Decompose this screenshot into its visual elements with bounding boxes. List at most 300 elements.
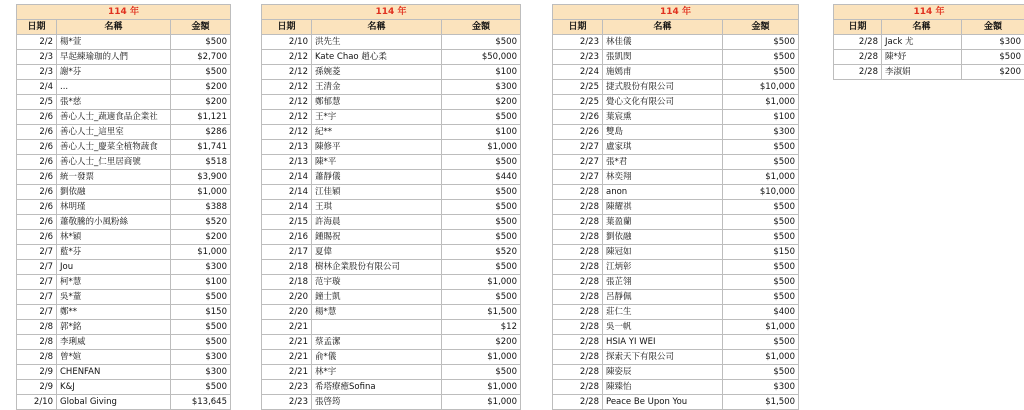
donation-row bbox=[553, 65, 799, 80]
donor-name: 希塔療癒Sofina bbox=[312, 380, 442, 395]
donation-row bbox=[262, 395, 521, 410]
donation-row bbox=[262, 305, 521, 320]
donation-amount: $500 bbox=[442, 365, 521, 380]
donor-name: 林*宇 bbox=[312, 365, 442, 380]
donation-date: 2/6 bbox=[17, 185, 57, 200]
donation-row bbox=[17, 185, 231, 200]
donation-table-3 bbox=[552, 4, 799, 410]
donation-amount: $1,121 bbox=[171, 110, 231, 125]
donation-date: 2/28 bbox=[553, 350, 603, 365]
donation-row bbox=[553, 110, 799, 125]
donation-amount: $300 bbox=[723, 125, 799, 140]
donation-amount: $1,000 bbox=[442, 140, 521, 155]
donation-row bbox=[262, 260, 521, 275]
donation-amount: $1,741 bbox=[171, 140, 231, 155]
donor-name: 許海晨 bbox=[312, 215, 442, 230]
year-title: 114 年 bbox=[262, 5, 521, 20]
column-header-row bbox=[553, 20, 799, 35]
donation-amount: $100 bbox=[442, 65, 521, 80]
donation-row bbox=[17, 380, 231, 395]
donation-amount: $500 bbox=[723, 140, 799, 155]
donation-date: 2/26 bbox=[553, 125, 603, 140]
donation-amount: $500 bbox=[442, 230, 521, 245]
donation-row bbox=[553, 155, 799, 170]
name-column-header: 名稱 bbox=[882, 20, 962, 35]
donor-name: 蕭靜儀 bbox=[312, 170, 442, 185]
donation-amount: $500 bbox=[442, 185, 521, 200]
donation-date: 2/28 bbox=[553, 215, 603, 230]
donation-row bbox=[17, 305, 231, 320]
donation-amount: $500 bbox=[442, 155, 521, 170]
donation-row bbox=[553, 95, 799, 110]
donation-row bbox=[553, 335, 799, 350]
donor-name: 劉依融 bbox=[603, 230, 723, 245]
donor-name: 雙島 bbox=[603, 125, 723, 140]
donor-name: 曾*媗 bbox=[57, 350, 171, 365]
donation-row bbox=[553, 350, 799, 365]
donation-date: 2/6 bbox=[17, 200, 57, 215]
donation-row bbox=[834, 65, 1024, 80]
column-header-row bbox=[17, 20, 231, 35]
donation-row bbox=[17, 140, 231, 155]
donation-row bbox=[17, 290, 231, 305]
donation-row bbox=[17, 260, 231, 275]
year-header-row bbox=[834, 5, 1024, 20]
donor-name: 藍*芬 bbox=[57, 245, 171, 260]
name-column-header: 名稱 bbox=[57, 20, 171, 35]
donation-date: 2/6 bbox=[17, 230, 57, 245]
donation-amount: $518 bbox=[171, 155, 231, 170]
donation-row bbox=[17, 125, 231, 140]
donor-name: 洪先生 bbox=[312, 35, 442, 50]
donation-row bbox=[553, 260, 799, 275]
amount-column-header: 金額 bbox=[171, 20, 231, 35]
date-column-header: 日期 bbox=[834, 20, 882, 35]
donation-date: 2/5 bbox=[17, 95, 57, 110]
donation-amount: $300 bbox=[171, 365, 231, 380]
donation-amount: $500 bbox=[723, 365, 799, 380]
donation-date: 2/28 bbox=[553, 335, 603, 350]
donation-date: 2/28 bbox=[553, 185, 603, 200]
donation-row bbox=[17, 95, 231, 110]
donation-amount: $1,000 bbox=[171, 185, 231, 200]
donation-date: 2/27 bbox=[553, 140, 603, 155]
donation-row bbox=[17, 50, 231, 65]
donation-amount: $520 bbox=[442, 245, 521, 260]
donor-name: 孫婉菱 bbox=[312, 65, 442, 80]
donation-amount: $200 bbox=[171, 95, 231, 110]
donation-amount: $500 bbox=[442, 35, 521, 50]
donor-name: 王清金 bbox=[312, 80, 442, 95]
donation-date: 2/7 bbox=[17, 275, 57, 290]
donor-name: ... bbox=[57, 80, 171, 95]
donation-row bbox=[262, 230, 521, 245]
donation-amount: $1,000 bbox=[442, 275, 521, 290]
donation-amount: $440 bbox=[442, 170, 521, 185]
donation-row bbox=[834, 35, 1024, 50]
donation-amount: $500 bbox=[442, 200, 521, 215]
donor-name: 葉宸熏 bbox=[603, 110, 723, 125]
donation-row bbox=[834, 50, 1024, 65]
donor-name: 俞*儀 bbox=[312, 350, 442, 365]
donor-name: 呂靜佩 bbox=[603, 290, 723, 305]
donation-date: 2/12 bbox=[262, 50, 312, 65]
donor-name: 陳姿辰 bbox=[603, 365, 723, 380]
donation-row bbox=[553, 200, 799, 215]
donation-date: 2/23 bbox=[553, 50, 603, 65]
donation-amount: $500 bbox=[442, 110, 521, 125]
donation-date: 2/26 bbox=[553, 110, 603, 125]
donation-row bbox=[262, 245, 521, 260]
donor-name: 葉盈蘭 bbox=[603, 215, 723, 230]
donation-date: 2/25 bbox=[553, 80, 603, 95]
donation-date: 2/17 bbox=[262, 245, 312, 260]
donation-amount: $500 bbox=[171, 380, 231, 395]
donation-amount: $500 bbox=[171, 320, 231, 335]
donor-name: 楊*慧 bbox=[312, 305, 442, 320]
donation-row bbox=[262, 185, 521, 200]
donation-date: 2/21 bbox=[262, 320, 312, 335]
donation-row bbox=[262, 200, 521, 215]
donation-row bbox=[17, 275, 231, 290]
date-column-header: 日期 bbox=[17, 20, 57, 35]
donation-date: 2/28 bbox=[553, 290, 603, 305]
donation-row bbox=[17, 320, 231, 335]
donor-name: 捷式股份有限公司 bbox=[603, 80, 723, 95]
date-column-header: 日期 bbox=[553, 20, 603, 35]
donation-row bbox=[262, 80, 521, 95]
donation-row bbox=[553, 125, 799, 140]
donation-row bbox=[553, 215, 799, 230]
donation-row bbox=[553, 275, 799, 290]
donation-amount: $300 bbox=[962, 35, 1024, 50]
donor-name: 善心人士_慶菜全植物蔬食 bbox=[57, 140, 171, 155]
donation-row bbox=[262, 50, 521, 65]
donation-amount: $100 bbox=[171, 275, 231, 290]
donor-name: 陳*妤 bbox=[882, 50, 962, 65]
donation-amount: $500 bbox=[723, 65, 799, 80]
year-title: 114 年 bbox=[834, 5, 1024, 20]
donor-name: 李淑娟 bbox=[882, 65, 962, 80]
amount-column-header: 金額 bbox=[962, 20, 1024, 35]
donation-date: 2/12 bbox=[262, 65, 312, 80]
donation-amount: $388 bbox=[171, 200, 231, 215]
donation-row bbox=[262, 350, 521, 365]
year-title: 114 年 bbox=[553, 5, 799, 20]
donation-date: 2/4 bbox=[17, 80, 57, 95]
donor-name bbox=[312, 320, 442, 335]
donation-date: 2/12 bbox=[262, 110, 312, 125]
donation-date: 2/28 bbox=[834, 35, 882, 50]
donor-name: 謝*芬 bbox=[57, 65, 171, 80]
donation-amount: $200 bbox=[171, 230, 231, 245]
donor-name: 林明瑾 bbox=[57, 200, 171, 215]
donation-date: 2/20 bbox=[262, 305, 312, 320]
donor-name: Global Giving bbox=[57, 395, 171, 410]
donation-date: 2/2 bbox=[17, 35, 57, 50]
donation-amount: $1,000 bbox=[442, 395, 521, 410]
donation-date: 2/8 bbox=[17, 320, 57, 335]
donation-date: 2/8 bbox=[17, 335, 57, 350]
donation-row bbox=[262, 65, 521, 80]
donation-date: 2/13 bbox=[262, 155, 312, 170]
donation-row bbox=[553, 35, 799, 50]
donation-row bbox=[17, 215, 231, 230]
donation-date: 2/28 bbox=[553, 200, 603, 215]
donor-name: 陳*平 bbox=[312, 155, 442, 170]
donation-date: 2/12 bbox=[262, 95, 312, 110]
donation-date: 2/28 bbox=[553, 230, 603, 245]
donation-amount: $300 bbox=[723, 380, 799, 395]
donation-row bbox=[262, 215, 521, 230]
donation-row bbox=[262, 125, 521, 140]
donation-amount: $1,500 bbox=[442, 305, 521, 320]
donor-name: 善心人士_仁里居商號 bbox=[57, 155, 171, 170]
donation-row bbox=[553, 50, 799, 65]
donor-name: 李琍威 bbox=[57, 335, 171, 350]
donation-row bbox=[17, 335, 231, 350]
donation-date: 2/18 bbox=[262, 260, 312, 275]
donation-row bbox=[262, 140, 521, 155]
donation-amount: $3,900 bbox=[171, 170, 231, 185]
donation-row bbox=[17, 350, 231, 365]
donation-table-1 bbox=[16, 4, 231, 410]
donation-amount: $100 bbox=[723, 110, 799, 125]
donation-date: 2/27 bbox=[553, 170, 603, 185]
column-header-row bbox=[834, 20, 1024, 35]
donor-name: 林佳儀 bbox=[603, 35, 723, 50]
donation-date: 2/7 bbox=[17, 290, 57, 305]
donation-amount: $500 bbox=[723, 260, 799, 275]
name-column-header: 名稱 bbox=[312, 20, 442, 35]
donation-date: 2/6 bbox=[17, 170, 57, 185]
donation-date: 2/18 bbox=[262, 275, 312, 290]
donation-row bbox=[553, 170, 799, 185]
donation-amount: $200 bbox=[442, 335, 521, 350]
donation-row bbox=[553, 380, 799, 395]
donor-name: 鐘士凱 bbox=[312, 290, 442, 305]
donor-name: 范宇璇 bbox=[312, 275, 442, 290]
donation-row bbox=[553, 185, 799, 200]
donation-amount: $500 bbox=[171, 290, 231, 305]
donation-date: 2/10 bbox=[17, 395, 57, 410]
donation-amount: $500 bbox=[442, 290, 521, 305]
donation-row bbox=[17, 365, 231, 380]
donation-date: 2/8 bbox=[17, 350, 57, 365]
year-title: 114 年 bbox=[17, 5, 231, 20]
donor-name: 施嫣甫 bbox=[603, 65, 723, 80]
donation-amount: $1,000 bbox=[723, 350, 799, 365]
donation-amount: $500 bbox=[723, 200, 799, 215]
donor-name: 莊仁生 bbox=[603, 305, 723, 320]
donation-row bbox=[553, 140, 799, 155]
donation-date: 2/21 bbox=[262, 335, 312, 350]
donation-date: 2/23 bbox=[262, 380, 312, 395]
donation-amount: $200 bbox=[442, 95, 521, 110]
donation-amount: $500 bbox=[171, 335, 231, 350]
donation-date: 2/14 bbox=[262, 200, 312, 215]
donation-amount: $10,000 bbox=[723, 185, 799, 200]
donation-row bbox=[553, 290, 799, 305]
donor-name: 盧家琪 bbox=[603, 140, 723, 155]
donor-name: Jou bbox=[57, 260, 171, 275]
amount-column-header: 金額 bbox=[442, 20, 521, 35]
donation-date: 2/6 bbox=[17, 155, 57, 170]
donation-amount: $50,000 bbox=[442, 50, 521, 65]
donation-date: 2/23 bbox=[262, 395, 312, 410]
donor-name: 鄭** bbox=[57, 305, 171, 320]
donor-name: 蕭敬騰的小風粉絲 bbox=[57, 215, 171, 230]
donation-amount: $10,000 bbox=[723, 80, 799, 95]
donation-date: 2/3 bbox=[17, 65, 57, 80]
donation-amount: $200 bbox=[962, 65, 1024, 80]
donation-date: 2/28 bbox=[834, 50, 882, 65]
donation-date: 2/13 bbox=[262, 140, 312, 155]
donor-name: 張*慈 bbox=[57, 95, 171, 110]
donation-date: 2/27 bbox=[553, 155, 603, 170]
donation-date: 2/28 bbox=[553, 245, 603, 260]
donation-amount: $13,645 bbox=[171, 395, 231, 410]
donation-row bbox=[17, 155, 231, 170]
donation-date: 2/28 bbox=[553, 305, 603, 320]
donation-date: 2/14 bbox=[262, 185, 312, 200]
donor-name: anon bbox=[603, 185, 723, 200]
donation-date: 2/28 bbox=[553, 395, 603, 410]
donor-name: 郭*銘 bbox=[57, 320, 171, 335]
donor-name: 陳臻怡 bbox=[603, 380, 723, 395]
donation-amount: $12 bbox=[442, 320, 521, 335]
donor-name: 陳耀祺 bbox=[603, 200, 723, 215]
donor-name: 江炳彰 bbox=[603, 260, 723, 275]
donation-date: 2/21 bbox=[262, 350, 312, 365]
donation-row bbox=[262, 335, 521, 350]
donor-name: CHENFAN bbox=[57, 365, 171, 380]
donation-date: 2/16 bbox=[262, 230, 312, 245]
donation-amount: $520 bbox=[171, 215, 231, 230]
donation-row bbox=[17, 245, 231, 260]
donation-date: 2/28 bbox=[553, 365, 603, 380]
donation-row bbox=[17, 230, 231, 245]
donation-date: 2/6 bbox=[17, 125, 57, 140]
donation-amount: $1,000 bbox=[442, 350, 521, 365]
donation-row bbox=[262, 110, 521, 125]
donation-amount: $1,000 bbox=[171, 245, 231, 260]
donor-name: K&J bbox=[57, 380, 171, 395]
donation-amount: $1,000 bbox=[442, 380, 521, 395]
donation-amount: $500 bbox=[723, 50, 799, 65]
donor-name: 劉依融 bbox=[57, 185, 171, 200]
donation-row bbox=[262, 290, 521, 305]
donor-name: 夏偉 bbox=[312, 245, 442, 260]
donor-name: 吳*蕫 bbox=[57, 290, 171, 305]
donor-name: 王琪 bbox=[312, 200, 442, 215]
donor-name: 張啓筠 bbox=[312, 395, 442, 410]
donation-row bbox=[262, 95, 521, 110]
donation-date: 2/28 bbox=[553, 275, 603, 290]
donation-amount: $500 bbox=[442, 260, 521, 275]
donor-name: 張凱閔 bbox=[603, 50, 723, 65]
donor-name: 探索天下有限公司 bbox=[603, 350, 723, 365]
donor-name: 早起練瑜珈的人們 bbox=[57, 50, 171, 65]
donation-row bbox=[262, 380, 521, 395]
donation-date: 2/28 bbox=[553, 260, 603, 275]
donor-name: 鄭郁慧 bbox=[312, 95, 442, 110]
donor-name: 鍾賜祝 bbox=[312, 230, 442, 245]
donor-name: 江佳穎 bbox=[312, 185, 442, 200]
donation-date: 2/6 bbox=[17, 140, 57, 155]
donor-name: 陳修平 bbox=[312, 140, 442, 155]
column-header-row bbox=[262, 20, 521, 35]
donation-row bbox=[553, 80, 799, 95]
donation-amount: $500 bbox=[171, 35, 231, 50]
donation-date: 2/25 bbox=[553, 95, 603, 110]
donation-amount: $286 bbox=[171, 125, 231, 140]
donation-row bbox=[553, 245, 799, 260]
donation-row bbox=[553, 395, 799, 410]
amount-column-header: 金額 bbox=[723, 20, 799, 35]
donation-amount: $150 bbox=[171, 305, 231, 320]
donation-amount: $500 bbox=[171, 65, 231, 80]
donation-amount: $2,700 bbox=[171, 50, 231, 65]
donation-row bbox=[17, 200, 231, 215]
year-header-row bbox=[17, 5, 231, 20]
donation-amount: $300 bbox=[171, 260, 231, 275]
donor-name: 善心人士_蔬適食品企業社 bbox=[57, 110, 171, 125]
donation-row bbox=[17, 170, 231, 185]
donor-name: 林*穎 bbox=[57, 230, 171, 245]
donation-amount: $500 bbox=[723, 230, 799, 245]
donation-amount: $500 bbox=[723, 155, 799, 170]
donor-name: 統一發票 bbox=[57, 170, 171, 185]
donation-row bbox=[553, 230, 799, 245]
donation-amount: $100 bbox=[442, 125, 521, 140]
donation-row bbox=[262, 155, 521, 170]
name-column-header: 名稱 bbox=[603, 20, 723, 35]
donation-amount: $500 bbox=[723, 290, 799, 305]
donor-name: 覺心文化有限公司 bbox=[603, 95, 723, 110]
donation-row bbox=[553, 365, 799, 380]
donation-date: 2/6 bbox=[17, 110, 57, 125]
donation-date: 2/28 bbox=[553, 320, 603, 335]
donation-amount: $1,000 bbox=[723, 170, 799, 185]
donation-row bbox=[262, 170, 521, 185]
donation-date: 2/12 bbox=[262, 125, 312, 140]
donor-name: 陳冠如 bbox=[603, 245, 723, 260]
donor-name: 紀** bbox=[312, 125, 442, 140]
donation-date: 2/23 bbox=[553, 35, 603, 50]
donor-name: 善心人士_這里室 bbox=[57, 125, 171, 140]
donation-table-2 bbox=[261, 4, 521, 410]
donation-date: 2/28 bbox=[553, 380, 603, 395]
donation-date: 2/24 bbox=[553, 65, 603, 80]
donor-name: 蔡孟潔 bbox=[312, 335, 442, 350]
donation-amount: $500 bbox=[723, 335, 799, 350]
donation-date: 2/7 bbox=[17, 245, 57, 260]
donation-amount: $300 bbox=[442, 80, 521, 95]
donation-row bbox=[262, 365, 521, 380]
donation-date: 2/20 bbox=[262, 290, 312, 305]
donation-amount: $500 bbox=[723, 215, 799, 230]
donation-row bbox=[553, 305, 799, 320]
donation-date: 2/21 bbox=[262, 365, 312, 380]
donation-amount: $1,000 bbox=[723, 320, 799, 335]
year-header-row bbox=[262, 5, 521, 20]
donation-date: 2/14 bbox=[262, 170, 312, 185]
donation-row bbox=[17, 395, 231, 410]
donation-row bbox=[553, 320, 799, 335]
donation-date: 2/7 bbox=[17, 260, 57, 275]
date-column-header: 日期 bbox=[262, 20, 312, 35]
